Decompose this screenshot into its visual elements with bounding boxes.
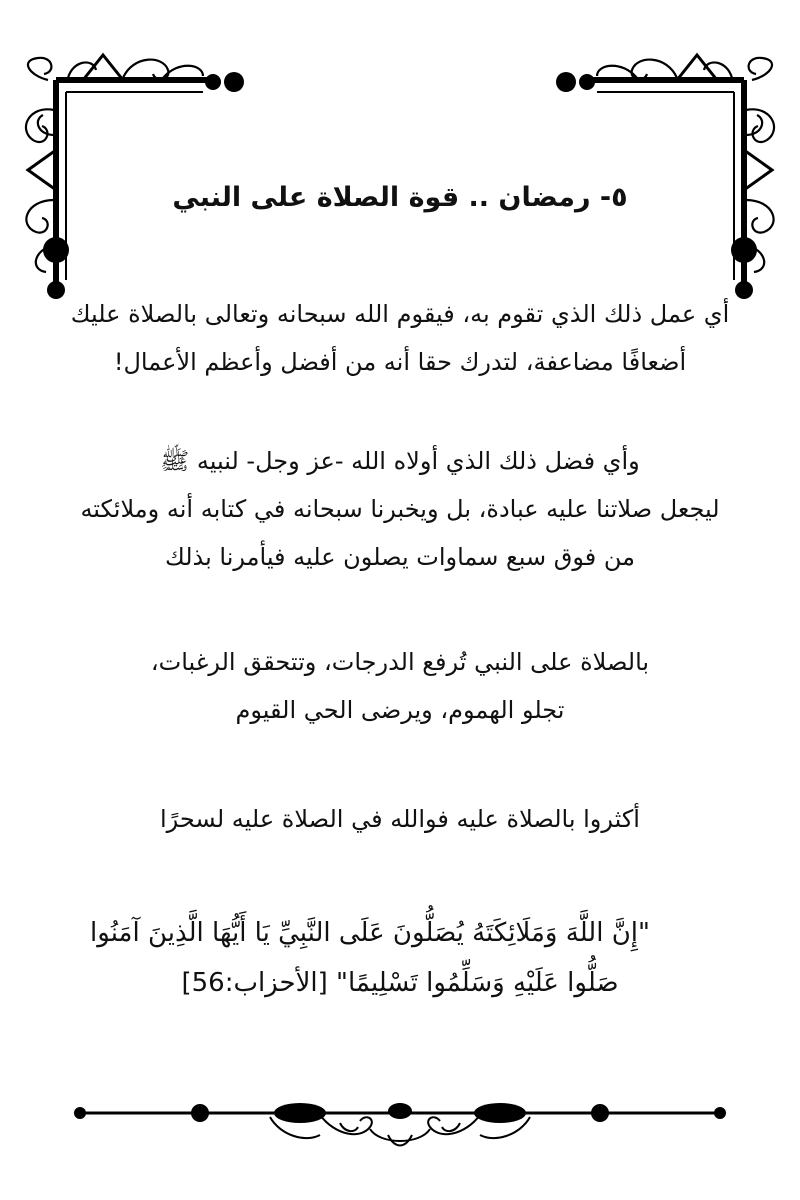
paragraph-line: أي عمل ذلك الذي تقوم به، فيقوم الله سبحانه وتعالى بالصلاة عليك bbox=[70, 300, 730, 328]
paragraph-3 bbox=[120, 638, 680, 734]
paragraph-line: أكثروا بالصلاة عليه فوالله في الصلاة عليه لسحرًا bbox=[160, 805, 640, 833]
paragraph-line: من فوق سبع سماوات يصلون عليه فيأمرنا بذلك bbox=[164, 543, 636, 571]
page-title: ٥- رمضان .. قوة الصلاة على النبي bbox=[172, 182, 628, 213]
paragraph-line: تجلو الهموم، ويرضى الحي القيوم bbox=[235, 696, 565, 724]
paragraph-line: وأي فضل ذلك الذي أولاه الله -عز وجل- لنبيه ﷺ bbox=[160, 447, 640, 475]
paragraph-line: بالصلاة على النبي تُرفع الدرجات، وتتحقق الرغبات، bbox=[150, 648, 650, 676]
quran-verse bbox=[90, 908, 650, 1008]
paragraph-1 bbox=[70, 290, 730, 386]
verse-text: صَلُّوا عَلَيْهِ وَسَلِّمُوا تَسْلِيمًا" bbox=[336, 968, 619, 998]
paragraph-2 bbox=[70, 437, 730, 581]
paragraph-4 bbox=[100, 795, 700, 843]
verse-line-2 bbox=[150, 958, 650, 1008]
verse-line-1: "إِنَّ اللَّهَ وَمَلَائِكَتَهُ يُصَلُّونَ عَلَى النَّبِيِّ يَا أَيُّهَا الَّذِينَ آمَنُوا bbox=[90, 918, 650, 948]
verse-reference: [الأحزاب:56] bbox=[181, 968, 328, 998]
paragraph-line: ليجعل صلاتنا عليه عبادة، بل ويخبرنا سبحانه في كتابه أنه وملائكته bbox=[80, 495, 720, 523]
paragraph-line: أضعافًا مضاعفة، لتدرك حقا أنه من أفضل وأعظم الأعمال! bbox=[113, 348, 687, 376]
bottom-divider-ornament bbox=[70, 1085, 730, 1155]
